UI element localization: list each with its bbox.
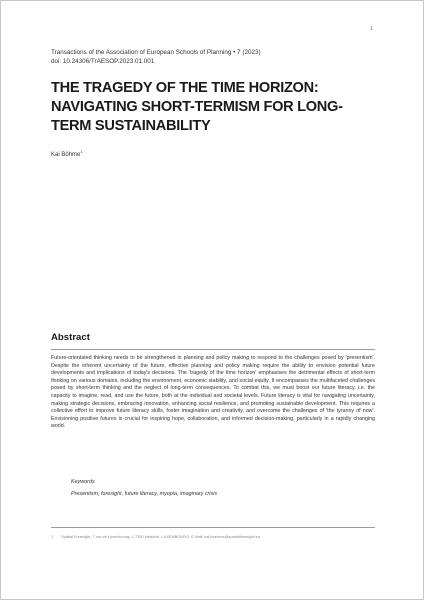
keywords-label: Keywords — [71, 479, 95, 485]
abstract-body: Future-orientated thinking needs to be strengthened in planning and policy making to respond to the challenges posed by 'presentism'. Despite the inherent uncertainty of the future, effective planning and policy making require the ability to envision potential future developments and implications of today's decisions. The 'tragedy of the time horizon' emphasises the detrimental effects of short-term thinking on various domains, including the environment, economic stability, and social equity. It encompasses the multifaceted challenges posed by short-term thinking and the neglect of long-term consequences. To combat this, we must boost our future literacy, i.e. the capacity to imagine, read, and use the future, both at the individual and societal levels. Future literacy is vital for navigating uncertainty, making strategic decisions, embracing innovation, enhancing social resilience, and promoting sustainable development. This requires a collective effort to improve future literacy skills, foster imagination and creativity, and overcome the challenges of 'the tyranny of now'. Envisioning positive futures is crucial for inspiring hope, collaboration, and informed decision-making, particularly in a rapidly changing world. — [51, 355, 375, 430]
author-footnote-mark: 1 — [80, 149, 83, 154]
footnote-mark: 1 — [51, 534, 54, 539]
journal-doi: doi: 10.24306/TrAESOP.2023.01.001 — [51, 58, 155, 65]
footnote-text: Spatial Foresight, 7 rue de Luxembourg, L-7330 Heisdorf, LUXEMBOURG. E-Mail: kai.boehme@spatialforesight.eu — [61, 534, 261, 539]
page-number: 1 — [370, 26, 373, 32]
journal-citation: Transactions of the Association of European Schools of Planning • 7 (2023) — [51, 49, 261, 56]
abstract-top-rule — [51, 349, 375, 350]
footnote — [51, 534, 375, 539]
author-name: Kai Böhme — [51, 152, 81, 158]
article-title: THE TRAGEDY OF THE TIME HORIZON: NAVIGATING SHORT-TERMISM FOR LONG-TERM SUSTAINABILITY — [51, 80, 343, 134]
abstract-heading: Abstract — [51, 332, 90, 343]
paper-page — [1, 1, 423, 599]
journal-header — [51, 48, 261, 66]
keywords-list: Presentism, foresight, future literacy, myopia, imaginary crisis — [71, 491, 218, 497]
footnote-rule — [51, 527, 375, 528]
author-line — [51, 149, 83, 158]
